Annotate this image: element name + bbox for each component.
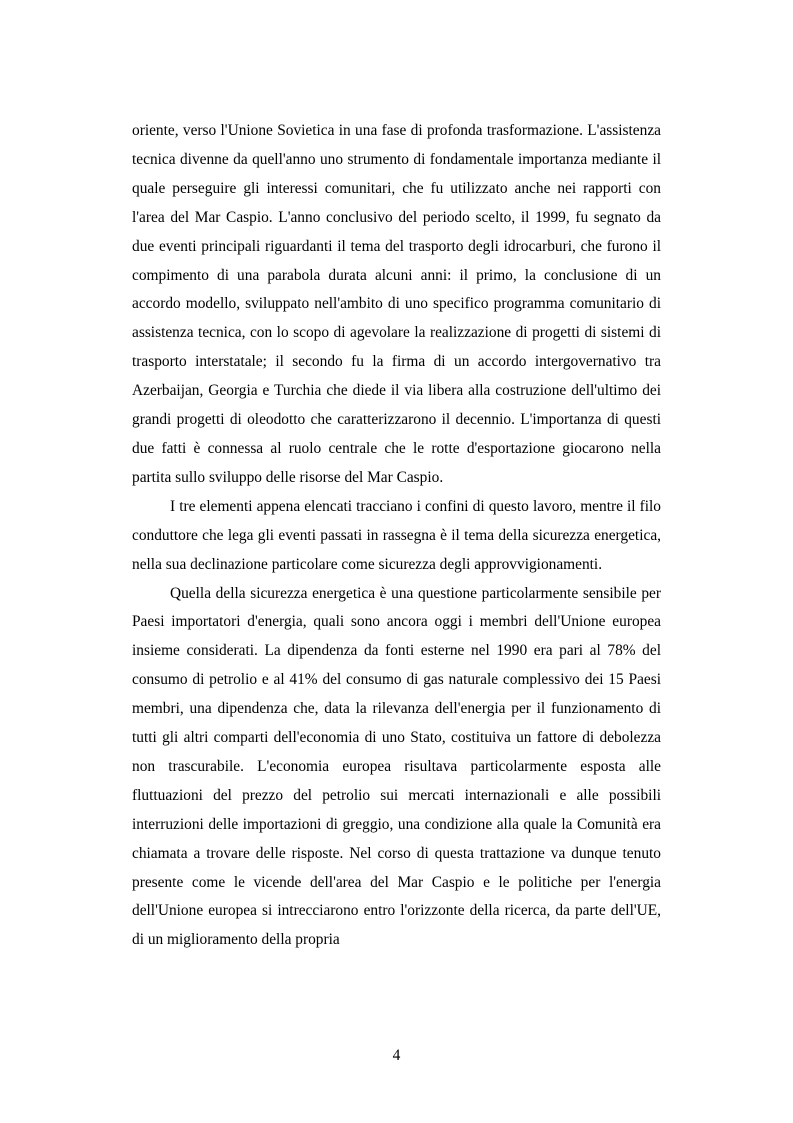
paragraph-scope: I tre elementi appena elencati tracciano i confini di questo lavoro, mentre il filo conduttore che lega gli eventi passati in rassegna è il tema della sicurezza energetica, nella sua declinazione particolare come sicurezza degli approvvigionamenti. [132, 497, 661, 573]
body-text [132, 117, 661, 955]
paragraph-energy-security: Quella della sicurezza energetica è una questione particolarmente sensibile per Paesi importatori d'energia, quali sono ancora oggi i membri dell'Unione europea insieme considerati. La dipendenza da fonti esterne nel 1990 era pari al 78% del consumo di petrolio e al 41% del consumo di gas naturale complessivo dei 15 Paesi membri, una dipendenza che, data la rilevanza dell'energia per il funzionamento di tutti gli altri comparti dell'economia di uno Stato, costituiva un fattore di debolezza non trascurabile. L'economia europea risultava particolarmente esposta alle fluttuazioni del prezzo del petrolio sui mercati internazionali e alle possibili interruzioni delle importazioni di greggio, una condizione alla quale la Comunità era chiamata a trovare delle risposte. Nel corso di questa trattazione va dunque tenuto presente come le vicende dell'area del Mar Caspio e le politiche per l'energia dell'Unione europea si intrecciarono entro l'orizzonte della ricerca, da parte dell'UE, di un miglioramento della propria [132, 584, 661, 949]
paragraph-continuation: oriente, verso l'Unione Sovietica in una fase di profonda trasformazione. L'assistenza tecnica divenne da quell'anno uno strumento di fondamentale importanza mediante il quale perseguire gli interessi comunitari, che fu utilizzato anche nei rapporti con l'area del Mar Caspio. L'anno conclusivo del periodo scelto, il 1999, fu segnato da due eventi principali riguardanti il tema del trasporto degli idrocarburi, che furono il compimento di una parabola durata alcuni anni: il primo, la conclusione di un accordo modello, sviluppato nell'ambito di uno specifico programma comunitario di assistenza tecnica, con lo scopo di agevolare la realizzazione di progetti di sistemi di trasporto interstatale; il secondo fu la firma di un accordo intergovernativo tra Azerbaijan, Georgia e Turchia che diede il via libera alla costruzione dell'ultimo dei grandi progetti di oleodotto che caratterizzarono il decennio. L'importanza di questi due fatti è connessa al ruolo centrale che le rotte d'esportazione giocarono nella partita sullo sviluppo delle risorse del Mar Caspio. [132, 122, 661, 486]
page-number: 4 [392, 1047, 401, 1064]
